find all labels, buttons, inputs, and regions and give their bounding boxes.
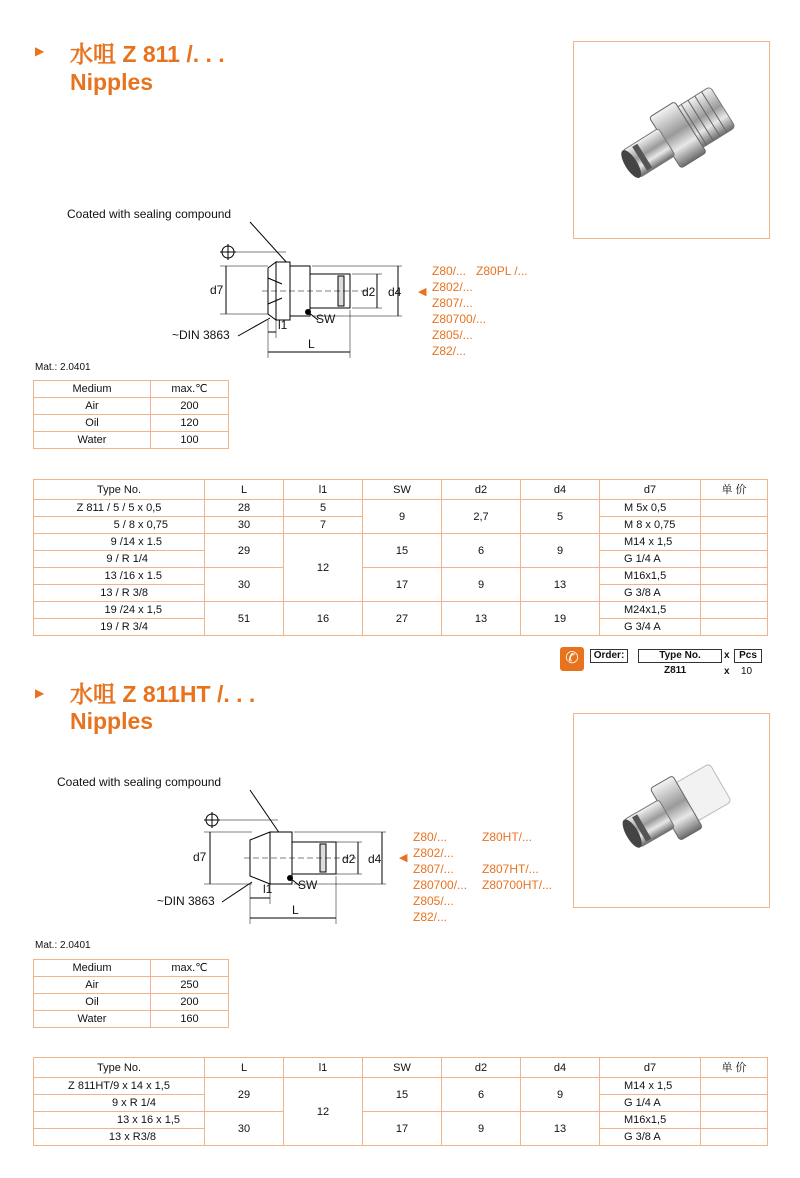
dim-l1: l1 [278,318,288,332]
dim-d4: d4 [388,285,402,299]
dim-d4-2: d4 [368,852,382,866]
din-label: ~DIN 3863 [172,328,230,342]
material-label-2: Mat.: 2.0401 [35,940,91,951]
order-type-value: Z811 [664,665,687,676]
section2-subtitle: Nipples [70,708,154,734]
medium-table: Medium max.℃ Air 200 Oil 120 Water 100 [33,380,229,449]
section2-title: 水咀 Z 811HT /. . . [70,681,256,707]
coated-label-2: Coated with sealing compound [57,775,222,789]
nipple-ht-photo [573,713,770,908]
order-pcs-value: 10 [741,666,753,677]
coated-label: Coated with sealing compound [67,207,232,221]
order-label: Order: [590,649,628,663]
compat-list: Z80/... Z80PL /... Z802/... Z807/... Z80700/... Z805/... Z82/... [432,264,528,358]
nipple-photo [573,41,770,239]
order-pcs-header: Pcs [734,649,762,663]
dim-l1-2: l1 [263,882,273,896]
phone-order-icon: ✆ [560,647,584,671]
din-label-2: ~DIN 3863 [157,894,215,908]
bullet-triangle-icon: ▶ [35,686,45,700]
type-table-2: Type No. L l1 SW d2 d4 d7 单 价 Z 811HT/9 x 14 x 1,5 29 12 15 6 9 M14 x 1,5 9 x R 1/4 G 1/4 A 13 x 16 x 1,5 30 17 9 13 M16x1,5 13 x R3/8 G 3/8 A [33,1057,768,1146]
dim-sw: SW [316,312,336,326]
section1-subtitle: Nipples [70,69,154,95]
order-x: x [724,650,730,661]
dim-d7-2: d7 [193,850,207,864]
material-label: Mat.: 2.0401 [35,362,91,373]
medium-table-2: Medium max.℃ Air 250 Oil 200 Water 160 [33,959,229,1028]
compat-list-2-right: Z80HT/... Z807HT/... Z80700HT/... [482,830,553,892]
orange-arrow-icon: ◀ [418,286,427,298]
type-table: Type No. L l1 SW d2 d4 d7 单 价 Z 811 / 5 / 5 x 0,5 28 5 9 2,7 5 M 5x 0,5 5 / 8 x 0,75 30 7 M 8 x 0,75 9 /14 x 1.5 29 12 15 6 9 M14 x 1,5 9 / R 1/4 G 1/4 A 13 /16 x 1.5 30 17 9 13 M16x1,5 13 / R 3/8 G 3/8 A 19 /24 x 1,5 51 16 27 13 19 M24x1,5 19 / R 3/4 G 3/4 A [33,479,768,636]
dim-d2-2: d2 [342,852,356,866]
orange-arrow-icon-2: ◀ [399,852,408,864]
dim-d7: d7 [210,283,224,297]
bullet-triangle-icon: ▶ [35,44,45,58]
order-type-header: Type No. [638,649,722,663]
section1-title: 水咀 Z 811 /. . . [70,41,225,67]
dim-d2: d2 [362,285,376,299]
compat-list-2: Z80/... Z802/... Z807/... Z80700/... Z805/... Z82/... [413,830,468,924]
dim-L-2: L [292,903,299,917]
dim-sw-2: SW [298,878,318,892]
dim-L: L [308,337,315,351]
order-x-2: x [724,666,730,677]
